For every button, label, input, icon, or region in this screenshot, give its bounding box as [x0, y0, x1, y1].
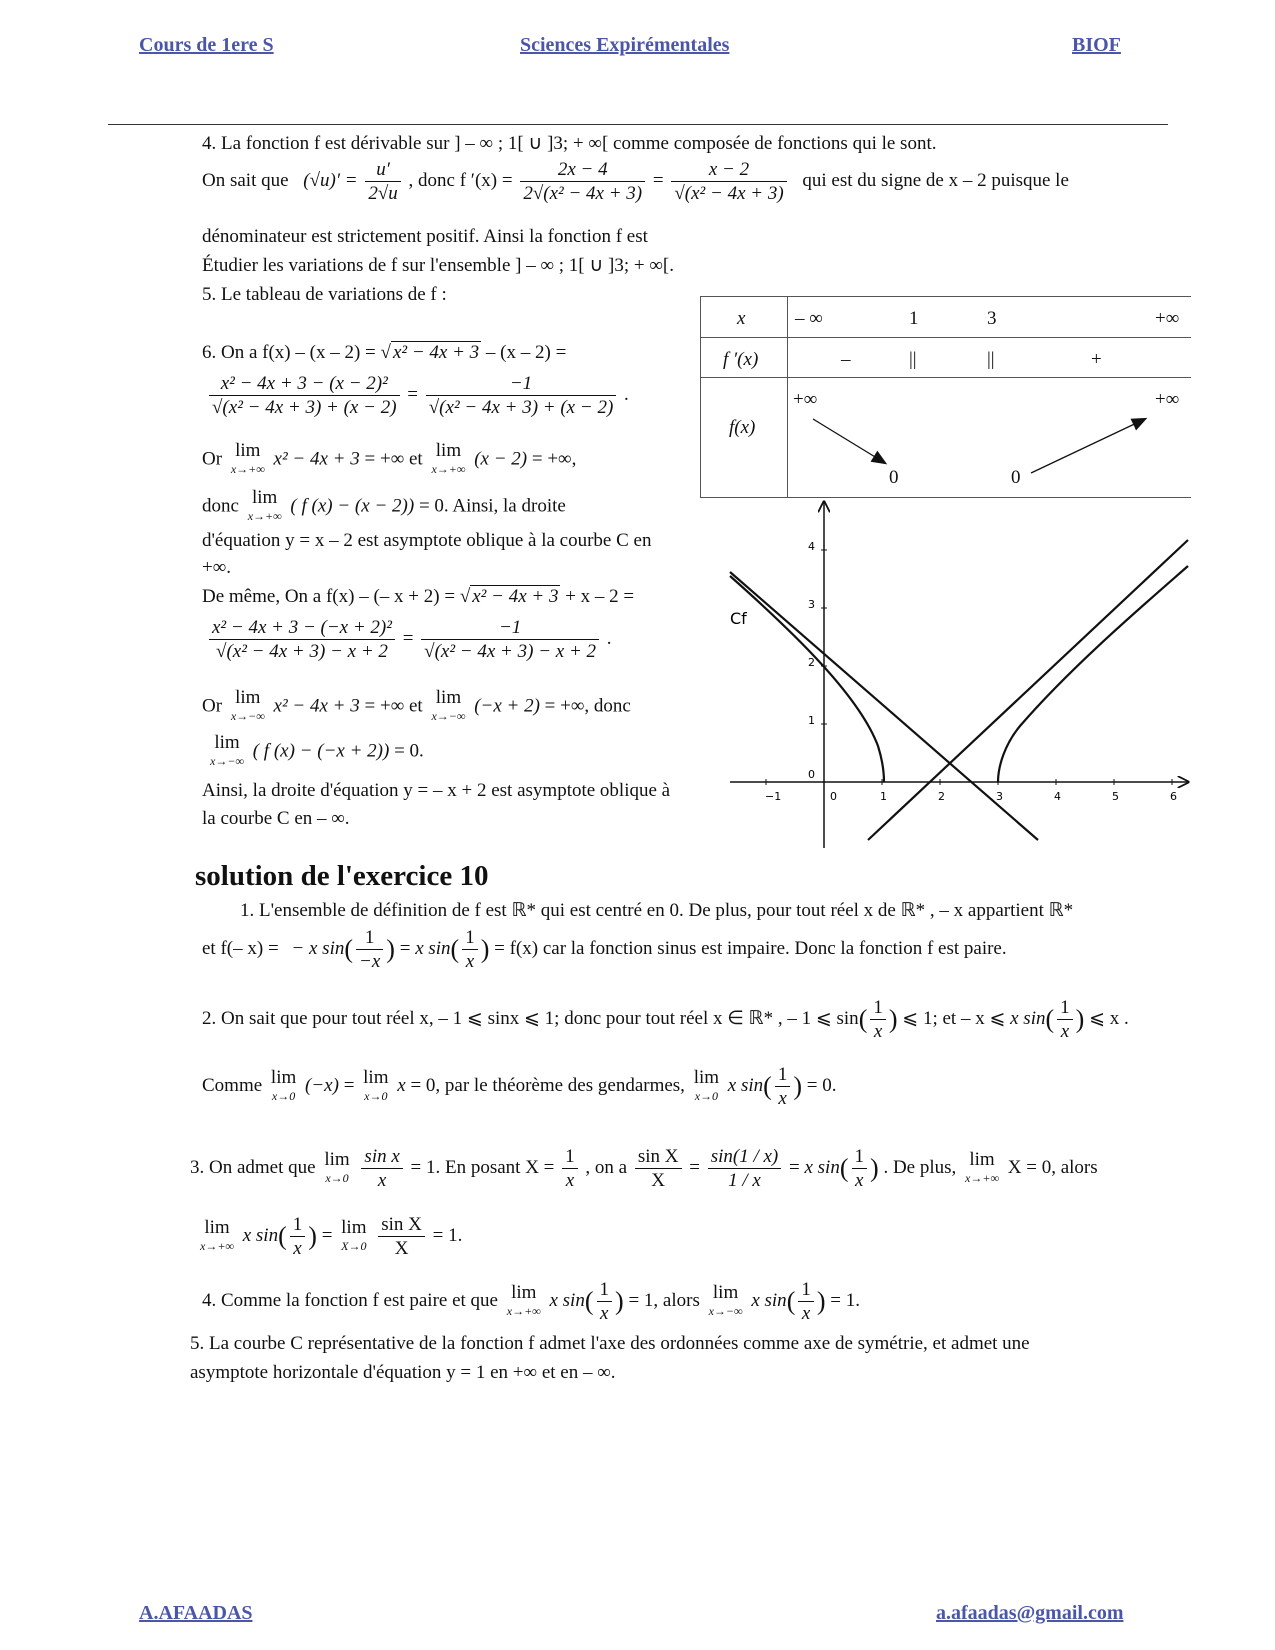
p4-line3: dénominateur est strictement positif. Ainsi la fonction f est — [202, 226, 648, 247]
x-tick-label: 2 — [938, 790, 945, 803]
y-tick-label: 4 — [808, 540, 815, 553]
p6b-result-line: lim x→−∞ ( f (x) − (−x + 2)) = 0. — [210, 732, 424, 768]
fprime-sign: – — [841, 349, 851, 370]
f-value: +∞ — [1155, 389, 1180, 410]
y-ticks — [808, 540, 815, 781]
tick-marks — [766, 550, 1172, 785]
x-value: 3 — [987, 308, 997, 329]
ex10-line7: 4. Comme la fonction f est paire et que lim x→+∞ x sin( $\frac{1}{x}$ ) = 1, alors lim x→−∞ x sin( $\frac{1}{x}$ ) = 1. — [202, 1279, 860, 1324]
f-value: 0 — [889, 467, 899, 488]
p6b-limits-line: Or lim x→−∞ x² − 4x + 3 = +∞ et lim x→−∞ (−x + 2) = +∞, donc — [202, 687, 631, 723]
table-row-f: f(x) — [729, 417, 756, 438]
y-tick-label: 0 — [808, 768, 815, 781]
x-tick-label: 1 — [880, 790, 887, 803]
x-tick-label: 6 — [1170, 790, 1177, 803]
decreasing-arrow — [813, 419, 885, 463]
asymptote-right — [868, 540, 1188, 840]
ex10-line8: 5. La courbe C représentative de la fonction f admet l'axe des ordonnées comme axe de symétrie, et admet une — [190, 1333, 1030, 1354]
header-course[interactable]: Cours de 1ere S — [139, 34, 274, 56]
header-track[interactable]: BIOF — [1072, 34, 1121, 56]
curve-label: Cf — [730, 609, 747, 628]
x-ticks — [765, 790, 1177, 803]
p4-line1: 4. La fonction f est dérivable sur ] – ∞ ; 1[ ∪ ]3; + ∞[ comme composée de fonctions qui le sont. — [202, 133, 937, 154]
x-value: 1 — [909, 308, 919, 329]
increasing-arrow — [1031, 419, 1145, 473]
ex10-line6: lim x→+∞ x sin( $\frac{1}{x}$ ) = lim X→0 $\frac{\text{sin X}}{X}$ = 1. — [200, 1214, 463, 1259]
x-value: +∞ — [1155, 308, 1180, 329]
ex10-line5: 3. On admet que lim x→0 $\frac{\text{sin x}}{x}$ = 1. En posant X = $\frac{1}{x}$ , on a $\frac{\text{sin X}}{X}$ = $\frac{\sin(1 / x)}{1 / x}$ = x sin( $\frac{1}{x}$ ) . De plus, lim x→+∞ X = 0, alors — [190, 1146, 1098, 1191]
p6b-asymptote-line2: la courbe C en – ∞. — [202, 808, 350, 829]
ex10-line3: 2. On sait que pour tout réel x, – 1 ⩽ sinx ⩽ 1; donc pour tout réel x ∈ ℝ* , – 1 ⩽ sin( $\frac{1}{x}$ ) ⩽ 1; et – x ⩽ x sin( $\frac{1}{x}$ ) ⩽ x . — [202, 997, 1129, 1042]
x-tick-label: −1 — [765, 790, 782, 803]
x-tick-label: 5 — [1112, 790, 1119, 803]
fprime-sign: + — [1091, 349, 1102, 370]
variation-arrows — [701, 297, 1191, 497]
p6-asymptote-line2: +∞. — [202, 557, 232, 578]
y-tick-label: 2 — [808, 656, 815, 669]
f-value: 0 — [1011, 467, 1021, 488]
table-row-fprime: f ′(x) — [723, 349, 759, 370]
header-subject[interactable]: Sciences Expirémentales — [520, 34, 730, 56]
p6b-fraction-line: $\frac{\text{x² − 4x + 3 − (−x + 2)²}}{\text{√(x² − 4x + 3) − x + 2}}$ = $\frac{-1}{\text{√(x² − 4x + 3) − x + 2}}$ . — [206, 616, 612, 663]
ex10-line1: 1. L'ensemble de définition de f est ℝ* qui est centré en 0. De plus, pour tout réel x de ℝ* , – x appartient ℝ* — [240, 900, 1074, 921]
y-tick-label: 3 — [808, 598, 815, 611]
x-tick-label: 3 — [996, 790, 1003, 803]
footer-author[interactable]: A.AFAADAS — [139, 1602, 253, 1624]
section-title: solution de l'exercice 10 — [195, 860, 489, 892]
x-tick-label: 0 — [830, 790, 837, 803]
x-value: – ∞ — [795, 308, 823, 329]
p5-line1: 5. Le tableau de variations de f : — [202, 284, 447, 305]
p6-limits-line: Or lim x→+∞ x² − 4x + 3 = +∞ et lim x→+∞ (x − 2) = +∞, — [202, 440, 577, 476]
fprime-sign: || — [987, 349, 995, 370]
curve-right-branch — [998, 566, 1188, 782]
ex10-line2: et f(– x) = − x sin( $\frac{1}{-x}$ ) = x sin( $\frac{1}{x}$ ) = f(x) car la fonction sinus est impaire. Donc la fonction f est paire. — [202, 927, 1007, 972]
p6-fraction-line: $\frac{\text{x² − 4x + 3 − (x − 2)²}}{\text{√(x² − 4x + 3) + (x − 2)}}$ = $\frac{-1}{\text{√(x² − 4x + 3) + (x − 2)}}$ . — [206, 372, 629, 419]
ex10-line4: Comme lim x→0 (−x) = lim x→0 x = 0, par le théorème des gendarmes, lim x→0 x sin( $\frac{1}{x}$ ) = 0. — [202, 1064, 837, 1109]
fprime-sign: || — [909, 349, 917, 370]
p4-line2: On sait que (√u)′ = $\frac{u'}{2√u}$ , donc f ′(x) = $\frac{2x - 4}{\text{2√(x² − 4x + 3)}}$ = $\frac{x - 2}{\text{√(x² − 4x + 3)}}$ qui est du signe de x – 2 puisque le — [202, 159, 1069, 204]
function-graph — [720, 498, 1190, 848]
p6b-line1: De même, On a f(x) – (– x + 2) = √ x² − 4x + 3 + x – 2 = — [202, 586, 635, 607]
footer-email[interactable]: a.afaadas@gmail.com — [936, 1602, 1124, 1624]
p6-line1: 6. On a f(x) – (x – 2) = √ x² − 4x + 3 – (x – 2) = — [202, 342, 567, 363]
ex10-line9: asymptote horizontale d'équation y = 1 en +∞ et en – ∞. — [190, 1362, 616, 1383]
f-value: +∞ — [793, 389, 818, 410]
header-rule — [108, 124, 1168, 125]
variation-table — [700, 296, 1191, 498]
y-tick-label: 1 — [808, 714, 815, 727]
table-row-x: x — [737, 308, 746, 329]
p6-asymptote-line: d'équation y = x – 2 est asymptote oblique à la courbe C en — [202, 530, 652, 551]
curve-left-branch — [730, 576, 884, 782]
p6b-asymptote-line: Ainsi, la droite d'équation y = – x + 2 est asymptote oblique à — [202, 780, 671, 801]
x-tick-label: 4 — [1054, 790, 1061, 803]
p6-donc-line: donc lim x→+∞ ( f (x) − (x − 2)) = 0. Ainsi, la droite — [202, 487, 566, 523]
p4-line4: Étudier les variations de f sur l'ensemble ] – ∞ ; 1[ ∪ ]3; + ∞[. — [202, 255, 674, 276]
